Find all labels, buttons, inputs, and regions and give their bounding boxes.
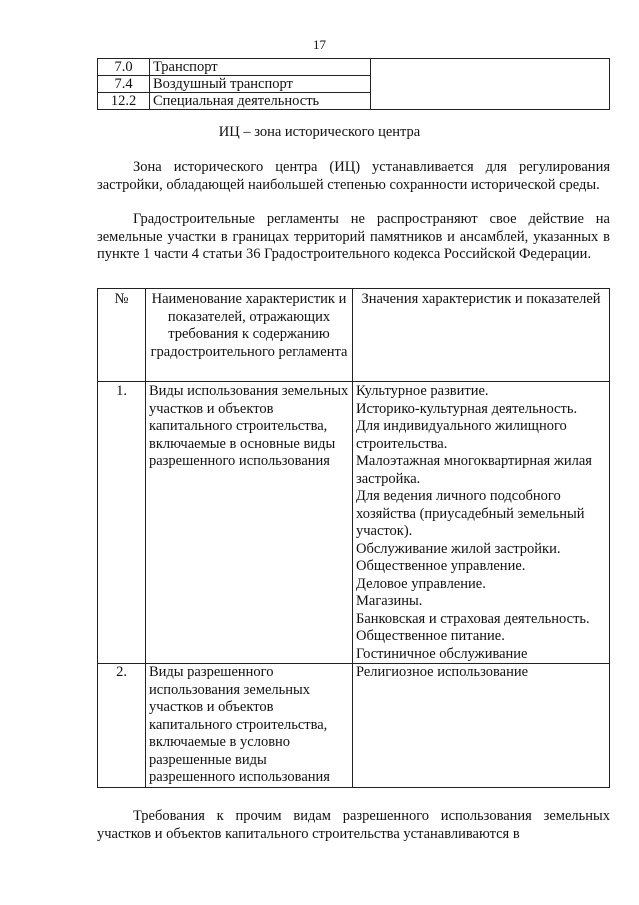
table-row <box>98 59 610 76</box>
regulations-table <box>97 288 610 788</box>
use-code: 7.4 <box>98 76 150 93</box>
use-name: Специальная деятельность <box>150 93 371 110</box>
value-item: Деловое управление. <box>356 575 486 592</box>
row-values <box>353 664 610 788</box>
empty-cell <box>371 59 610 110</box>
header-values: Значения характеристик и показателей <box>353 289 610 382</box>
value-item: Для индивидуального жилищного строительства. <box>356 418 567 452</box>
row-characteristic: Виды разрешенного использования земельных участков и объектов капитального строительства, включаемые в условно разрешенные виды разрешенного использования <box>146 664 353 788</box>
row-values <box>353 382 610 664</box>
value-item: Для ведения личного подсобного хозяйства (приусадебный земельный участок). <box>356 488 585 539</box>
table-row <box>98 664 610 788</box>
use-codes-table <box>97 58 610 110</box>
value-item: Магазины. <box>356 593 423 609</box>
row-number: 2. <box>98 664 146 788</box>
value-item: Банковская и страховая деятельность. <box>356 610 590 627</box>
row-characteristic: Виды использования земельных участков и объектов капитального строительства, включаемые в основные виды разрешенного использования <box>146 382 353 664</box>
use-name: Воздушный транспорт <box>150 76 371 93</box>
zone-title: ИЦ – зона исторического центра <box>218 124 421 140</box>
value-item: Малоэтажная многоквартирная жилая застройка. <box>356 453 592 487</box>
value-item: Обслуживание жилой застройки. <box>356 540 561 557</box>
value-item: Общественное питание. <box>356 628 505 644</box>
value-item: Культурное развитие. <box>356 383 489 399</box>
value-item: Религиозное использование <box>356 664 529 680</box>
value-item: Историко-культурная деятельность. <box>356 400 578 417</box>
value-item: Гостиничное обслуживание <box>356 645 528 662</box>
bottom-paragraph: Требования к прочим видам разрешенного использования земельных участков и объектов капитального строительства устанавливаются в <box>97 808 610 842</box>
header-number: № <box>98 289 146 382</box>
row-number: 1. <box>98 382 146 664</box>
table-header-row <box>98 289 610 382</box>
use-code: 7.0 <box>98 59 150 76</box>
header-characteristics: Наименование характеристик и показателей, отражающих требования к содержанию градостроительного регламента <box>146 289 353 382</box>
zone-description-paragraph: Зона исторического центра (ИЦ) устанавливается для регулирования застройки, обладающей наибольшей степенью сохранности исторической среды. <box>97 159 610 193</box>
value-item: Общественное управление. <box>356 558 526 574</box>
regulations-paragraph: Градостроительные регламенты не распространяют свое действие на земельные участки в границах территорий памятников и ансамблей, указанных в пункте 1 части 4 статьи 36 Градостроительного кодекса Российской Федерации. <box>97 211 610 262</box>
page-number: 17 <box>313 37 326 52</box>
table-row <box>98 382 610 664</box>
use-code: 12.2 <box>98 93 150 110</box>
use-name: Транспорт <box>150 59 371 76</box>
